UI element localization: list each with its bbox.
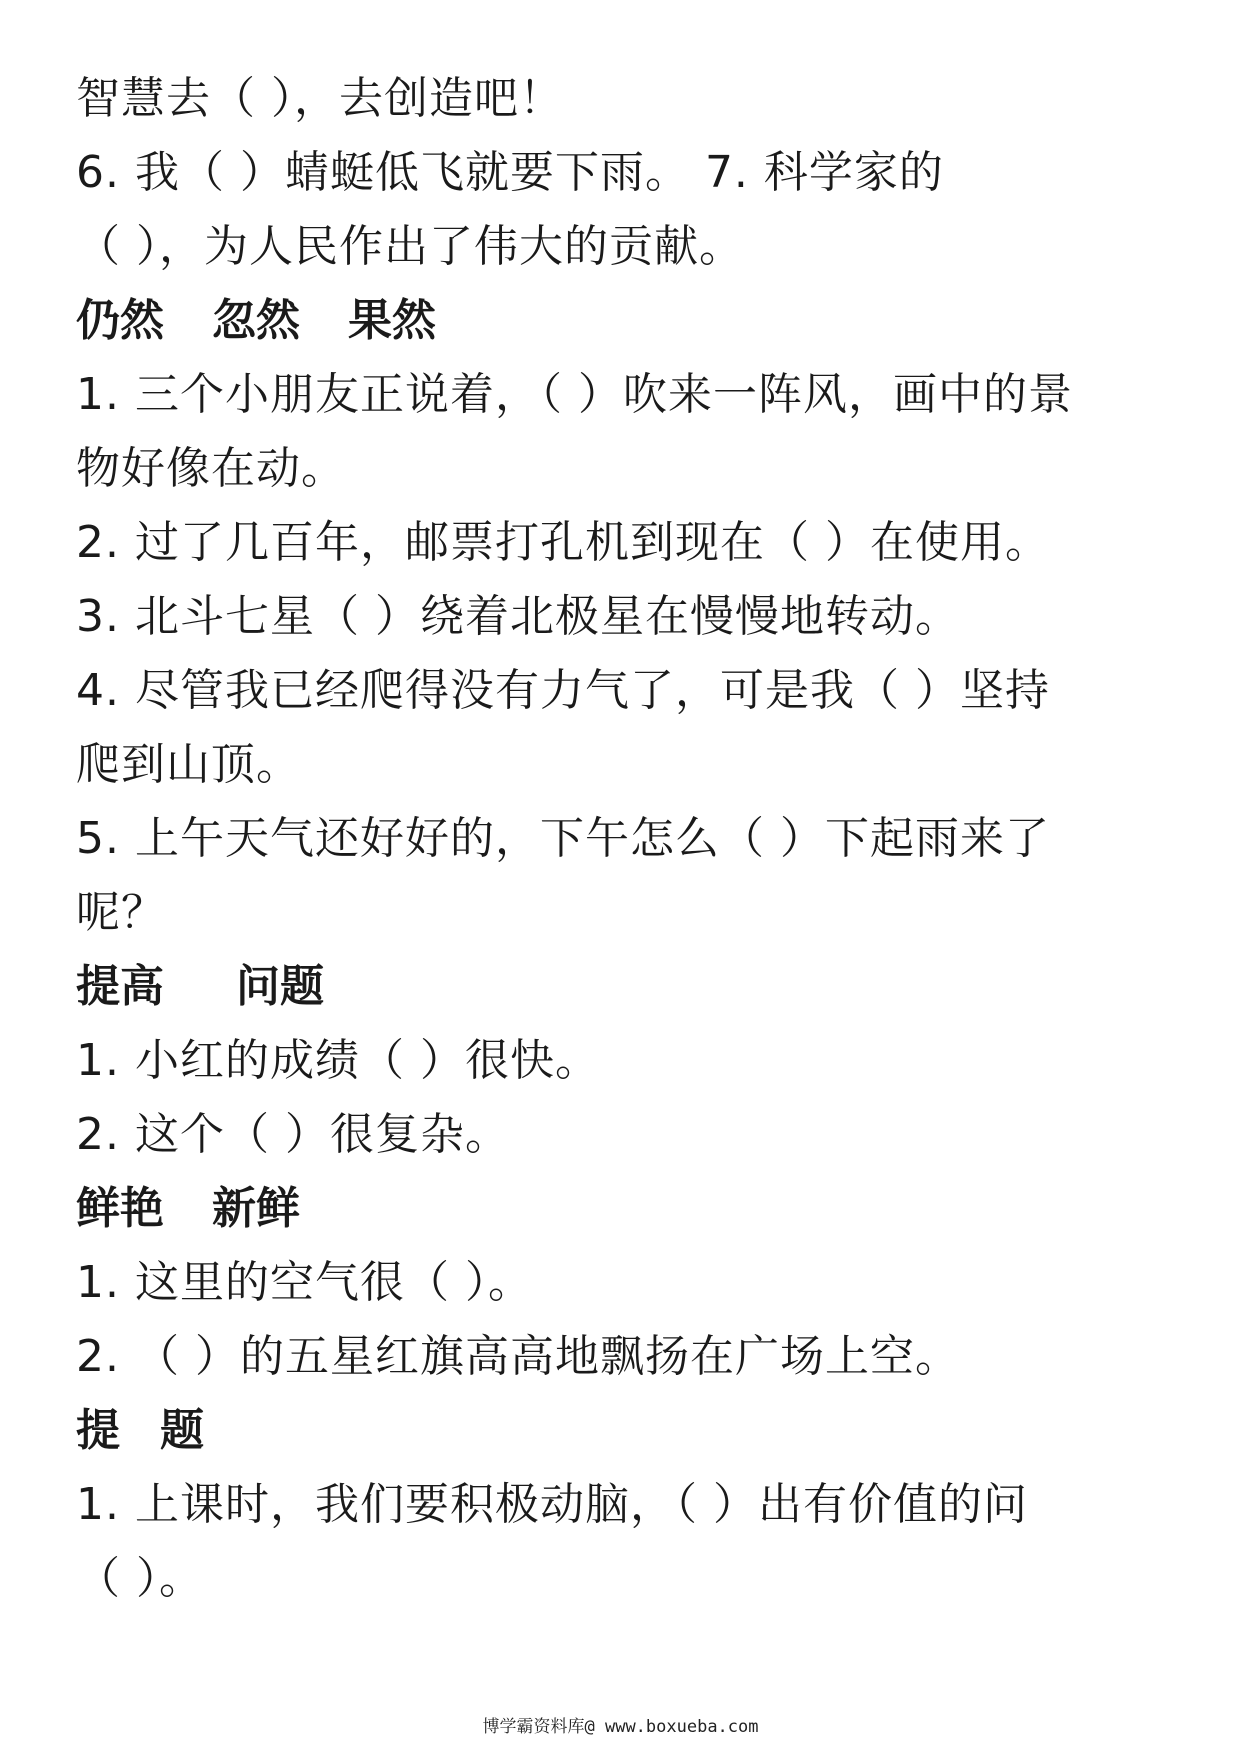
heading-word: 果然 xyxy=(348,295,436,346)
line-8: 3. 北斗七星（ ）绕着北极星在慢慢地转动。 xyxy=(76,591,960,642)
line-21: （ ）。 xyxy=(76,1553,204,1604)
line-6: 物好像在动。 xyxy=(76,443,346,494)
line-14: 1. 小红的成绩（ ）很快。 xyxy=(76,1035,600,1086)
line-10: 爬到山顶。 xyxy=(76,739,301,790)
line-3: （ ），为人民作出了伟大的贡献。 xyxy=(76,221,744,272)
word-group-heading-4 xyxy=(76,1394,1176,1468)
footer-watermark: 博学霸资料库@ www.boxueba.com xyxy=(482,1717,759,1737)
worksheet-page xyxy=(76,62,1176,1616)
line-1: 智慧去（ ），去创造吧！ xyxy=(76,73,564,124)
heading-word: 提 xyxy=(76,1405,120,1456)
line-18: 2. （ ）的五星红旗高高地飘扬在广场上空。 xyxy=(76,1331,960,1382)
heading-word: 题 xyxy=(160,1405,204,1456)
word-group-heading-1 xyxy=(76,284,1176,358)
heading-word: 仍然 xyxy=(76,295,164,346)
line-7: 2. 过了几百年，邮票打孔机到现在（ ）在使用。 xyxy=(76,517,1050,568)
line-9: 4. 尽管我已经爬得没有力气了，可是我（ ）坚持 xyxy=(76,665,1050,716)
line-20: 1. 上课时，我们要积极动脑，（ ）出有价值的问 xyxy=(76,1479,1028,1530)
line-15: 2. 这个（ ）很复杂。 xyxy=(76,1109,510,1160)
heading-word: 鲜艳 xyxy=(76,1183,164,1234)
heading-word: 忽然 xyxy=(212,295,300,346)
line-2: 6. 我（ ）蜻蜓低飞就要下雨。 7. 科学家的 xyxy=(76,147,944,198)
word-group-heading-2 xyxy=(76,950,1176,1024)
heading-word: 新鲜 xyxy=(212,1183,300,1234)
word-group-heading-3 xyxy=(76,1172,1176,1246)
heading-word: 问题 xyxy=(236,961,324,1012)
line-11: 5. 上午天气还好好的，下午怎么（ ）下起雨来了 xyxy=(76,813,1050,864)
line-5: 1. 三个小朋友正说着，（ ）吹来一阵风，画中的景 xyxy=(76,369,1073,420)
line-17: 1. 这里的空气很（ ）。 xyxy=(76,1257,533,1308)
line-12: 呢？ xyxy=(76,887,166,938)
heading-word: 提高 xyxy=(76,961,164,1012)
